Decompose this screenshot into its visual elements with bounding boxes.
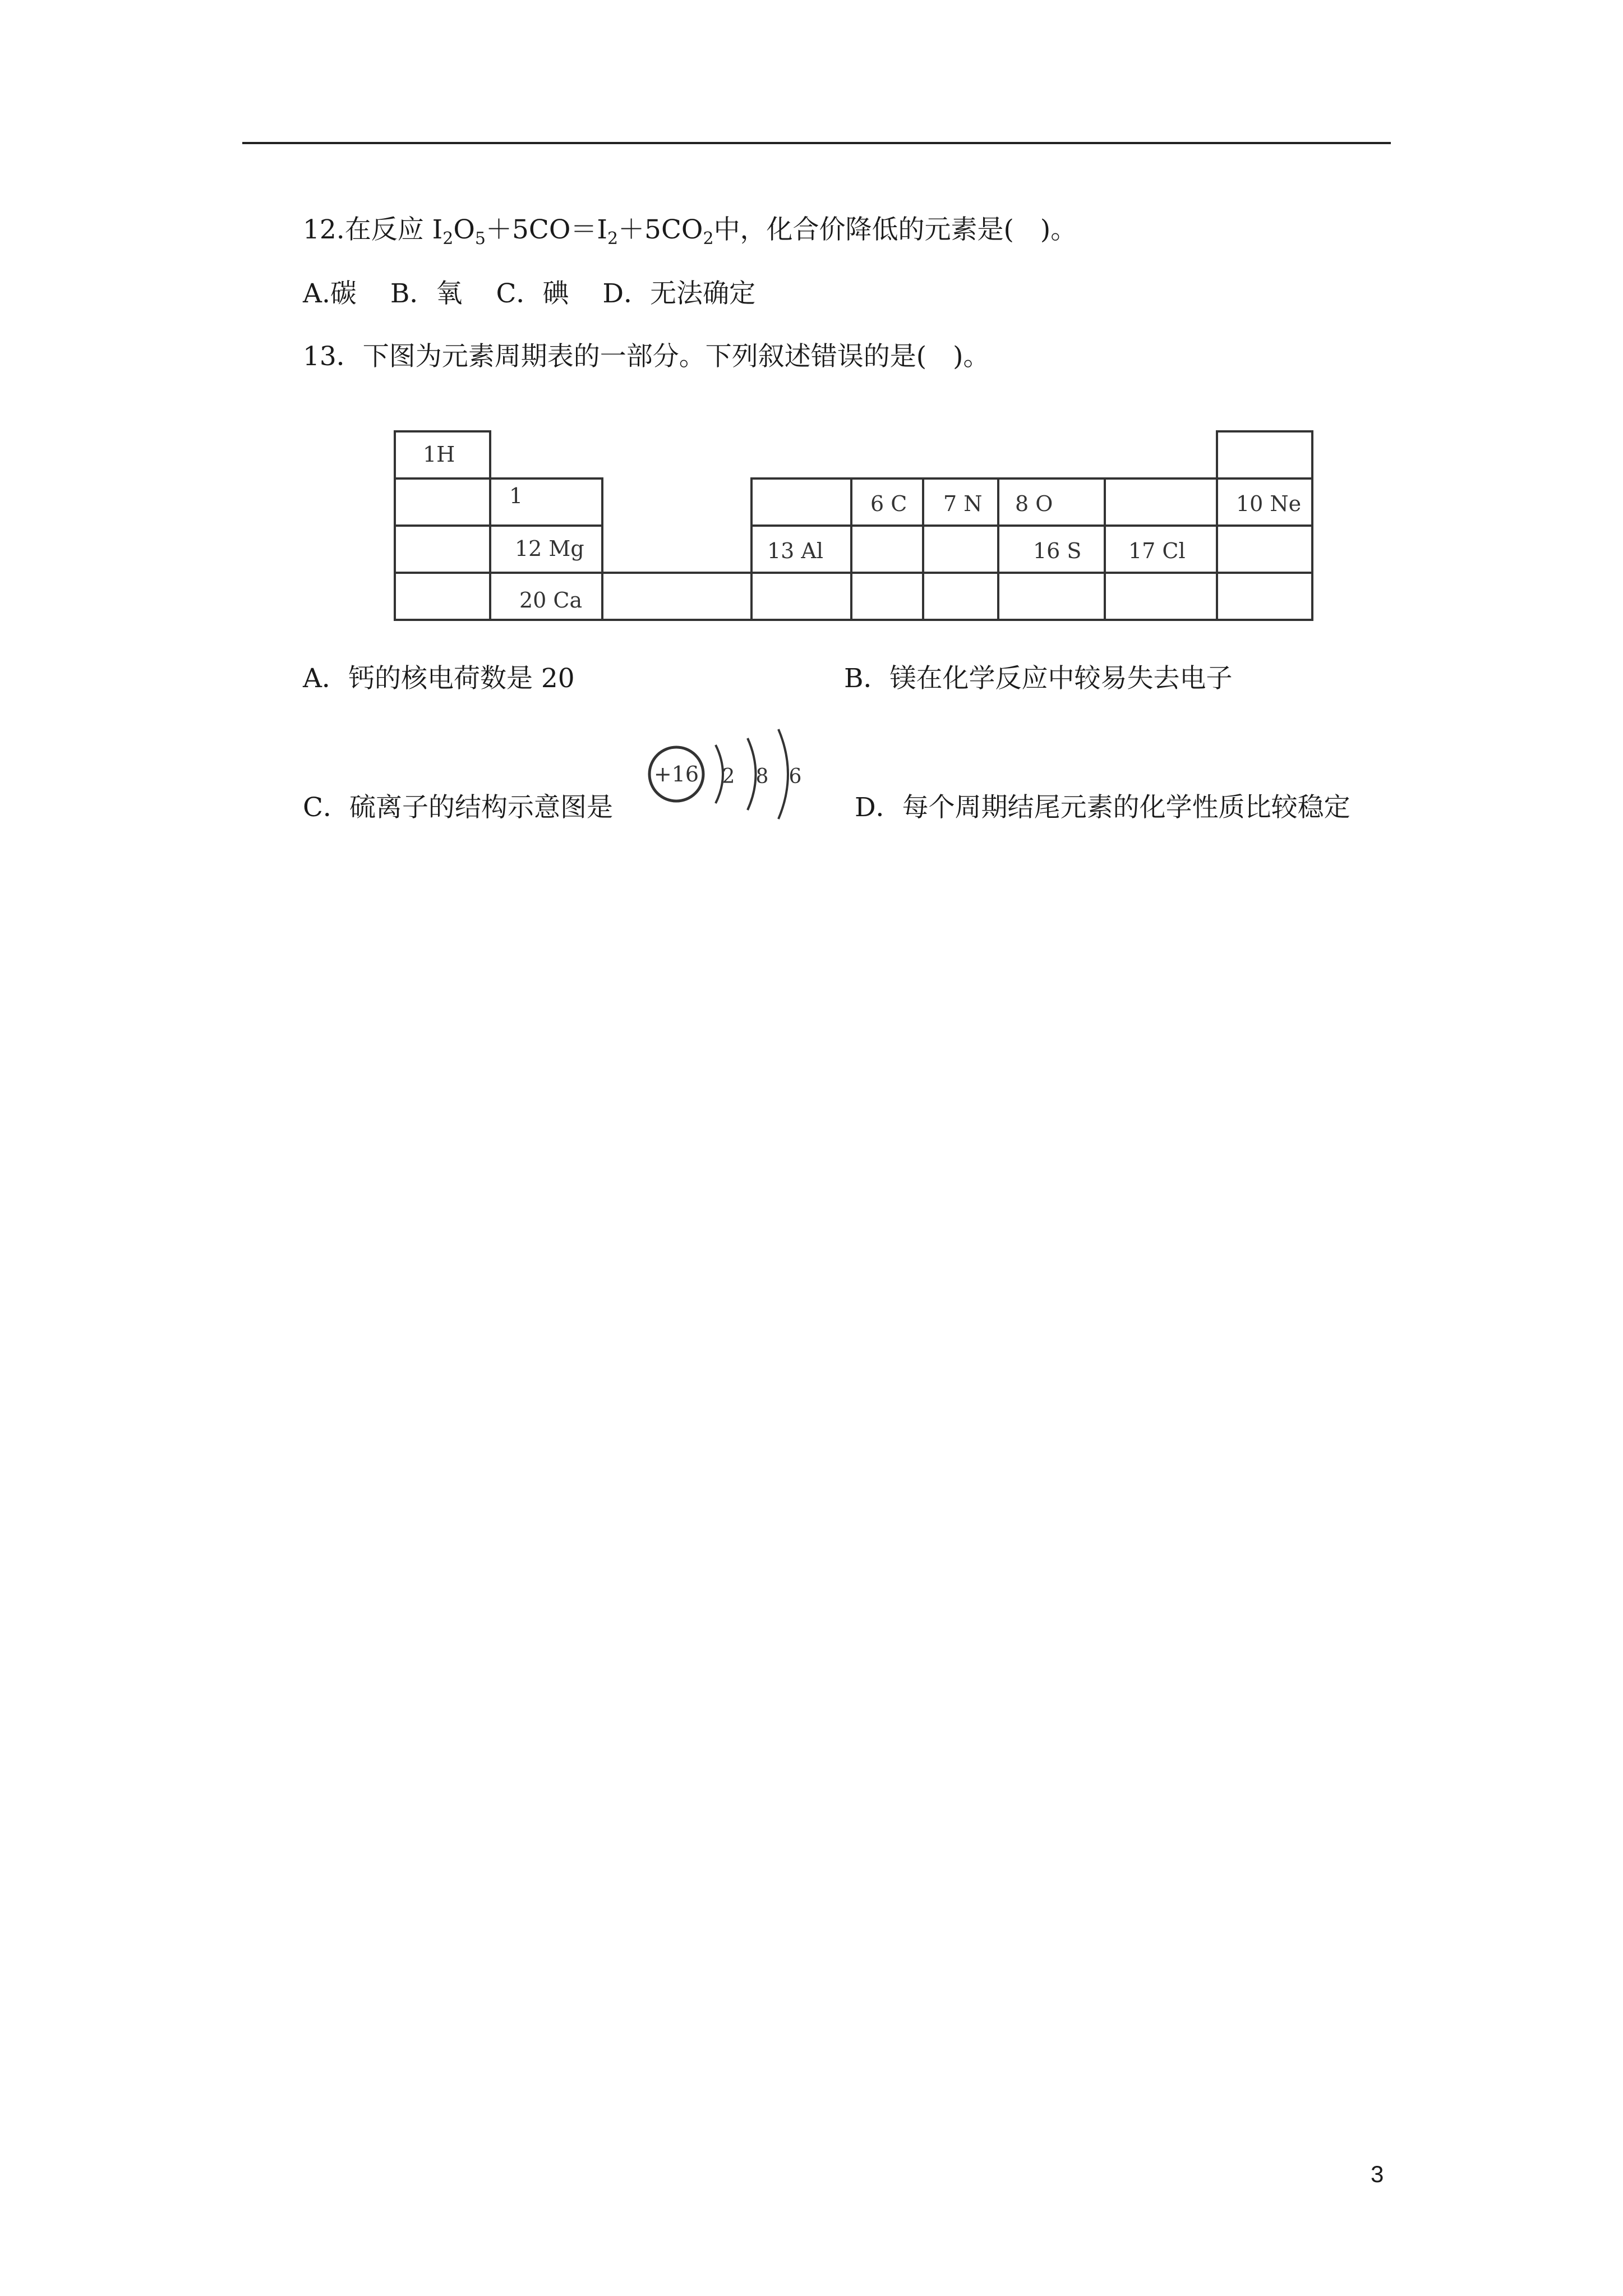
- option-a: A.碳: [303, 278, 357, 309]
- cell-cl: 17 Cl: [1128, 539, 1186, 563]
- cell-al: 13 Al: [767, 539, 824, 563]
- cell-n: 7 N: [943, 491, 983, 516]
- option-b: B．氧: [390, 278, 463, 309]
- periodic-table-figure: [393, 429, 1318, 633]
- cell-c: 6 C: [870, 491, 907, 516]
- question-12: 12.在反应 $I_2O_5+5CO=I_2+5CO_2$中，化合价降低的元素是( )。: [303, 214, 1077, 249]
- question-13-option-d: D．每个周期结尾元素的化学性质比较稳定: [855, 792, 1350, 823]
- question-13: 13．下图为元素周期表的一部分。下列叙述错误的是( )。: [303, 341, 990, 372]
- question-13-option-a: A．钙的核电荷数是 20: [303, 663, 575, 694]
- sulfur-atom-structure-diagram: [644, 724, 812, 827]
- cell-ca: 20 Ca: [519, 588, 583, 613]
- question-13-option-b: B．镁在化学反应中较易失去电子: [844, 663, 1233, 694]
- cell-h: 1H: [423, 442, 455, 467]
- cell-s: 16 S: [1033, 539, 1082, 563]
- question-12-options: [303, 277, 789, 311]
- cell-mg: 12 Mg: [515, 536, 584, 561]
- shell-2-electrons: 8: [755, 765, 769, 788]
- page-number: 3: [1371, 2161, 1384, 2187]
- cell-period2-start: 1: [509, 484, 523, 508]
- nucleus-charge: +16: [653, 762, 699, 786]
- option-d: D．无法确定: [602, 278, 756, 309]
- header-rule: [242, 142, 1391, 144]
- question-13-option-c: C．硫离子的结构示意图是: [303, 792, 613, 823]
- option-c: C．碘: [496, 278, 569, 309]
- shell-3-electrons: 6: [789, 765, 802, 788]
- cell-ne: 10 Ne: [1236, 491, 1302, 516]
- shell-1-electrons: 2: [722, 765, 735, 788]
- cell-o: 8 O: [1015, 491, 1053, 516]
